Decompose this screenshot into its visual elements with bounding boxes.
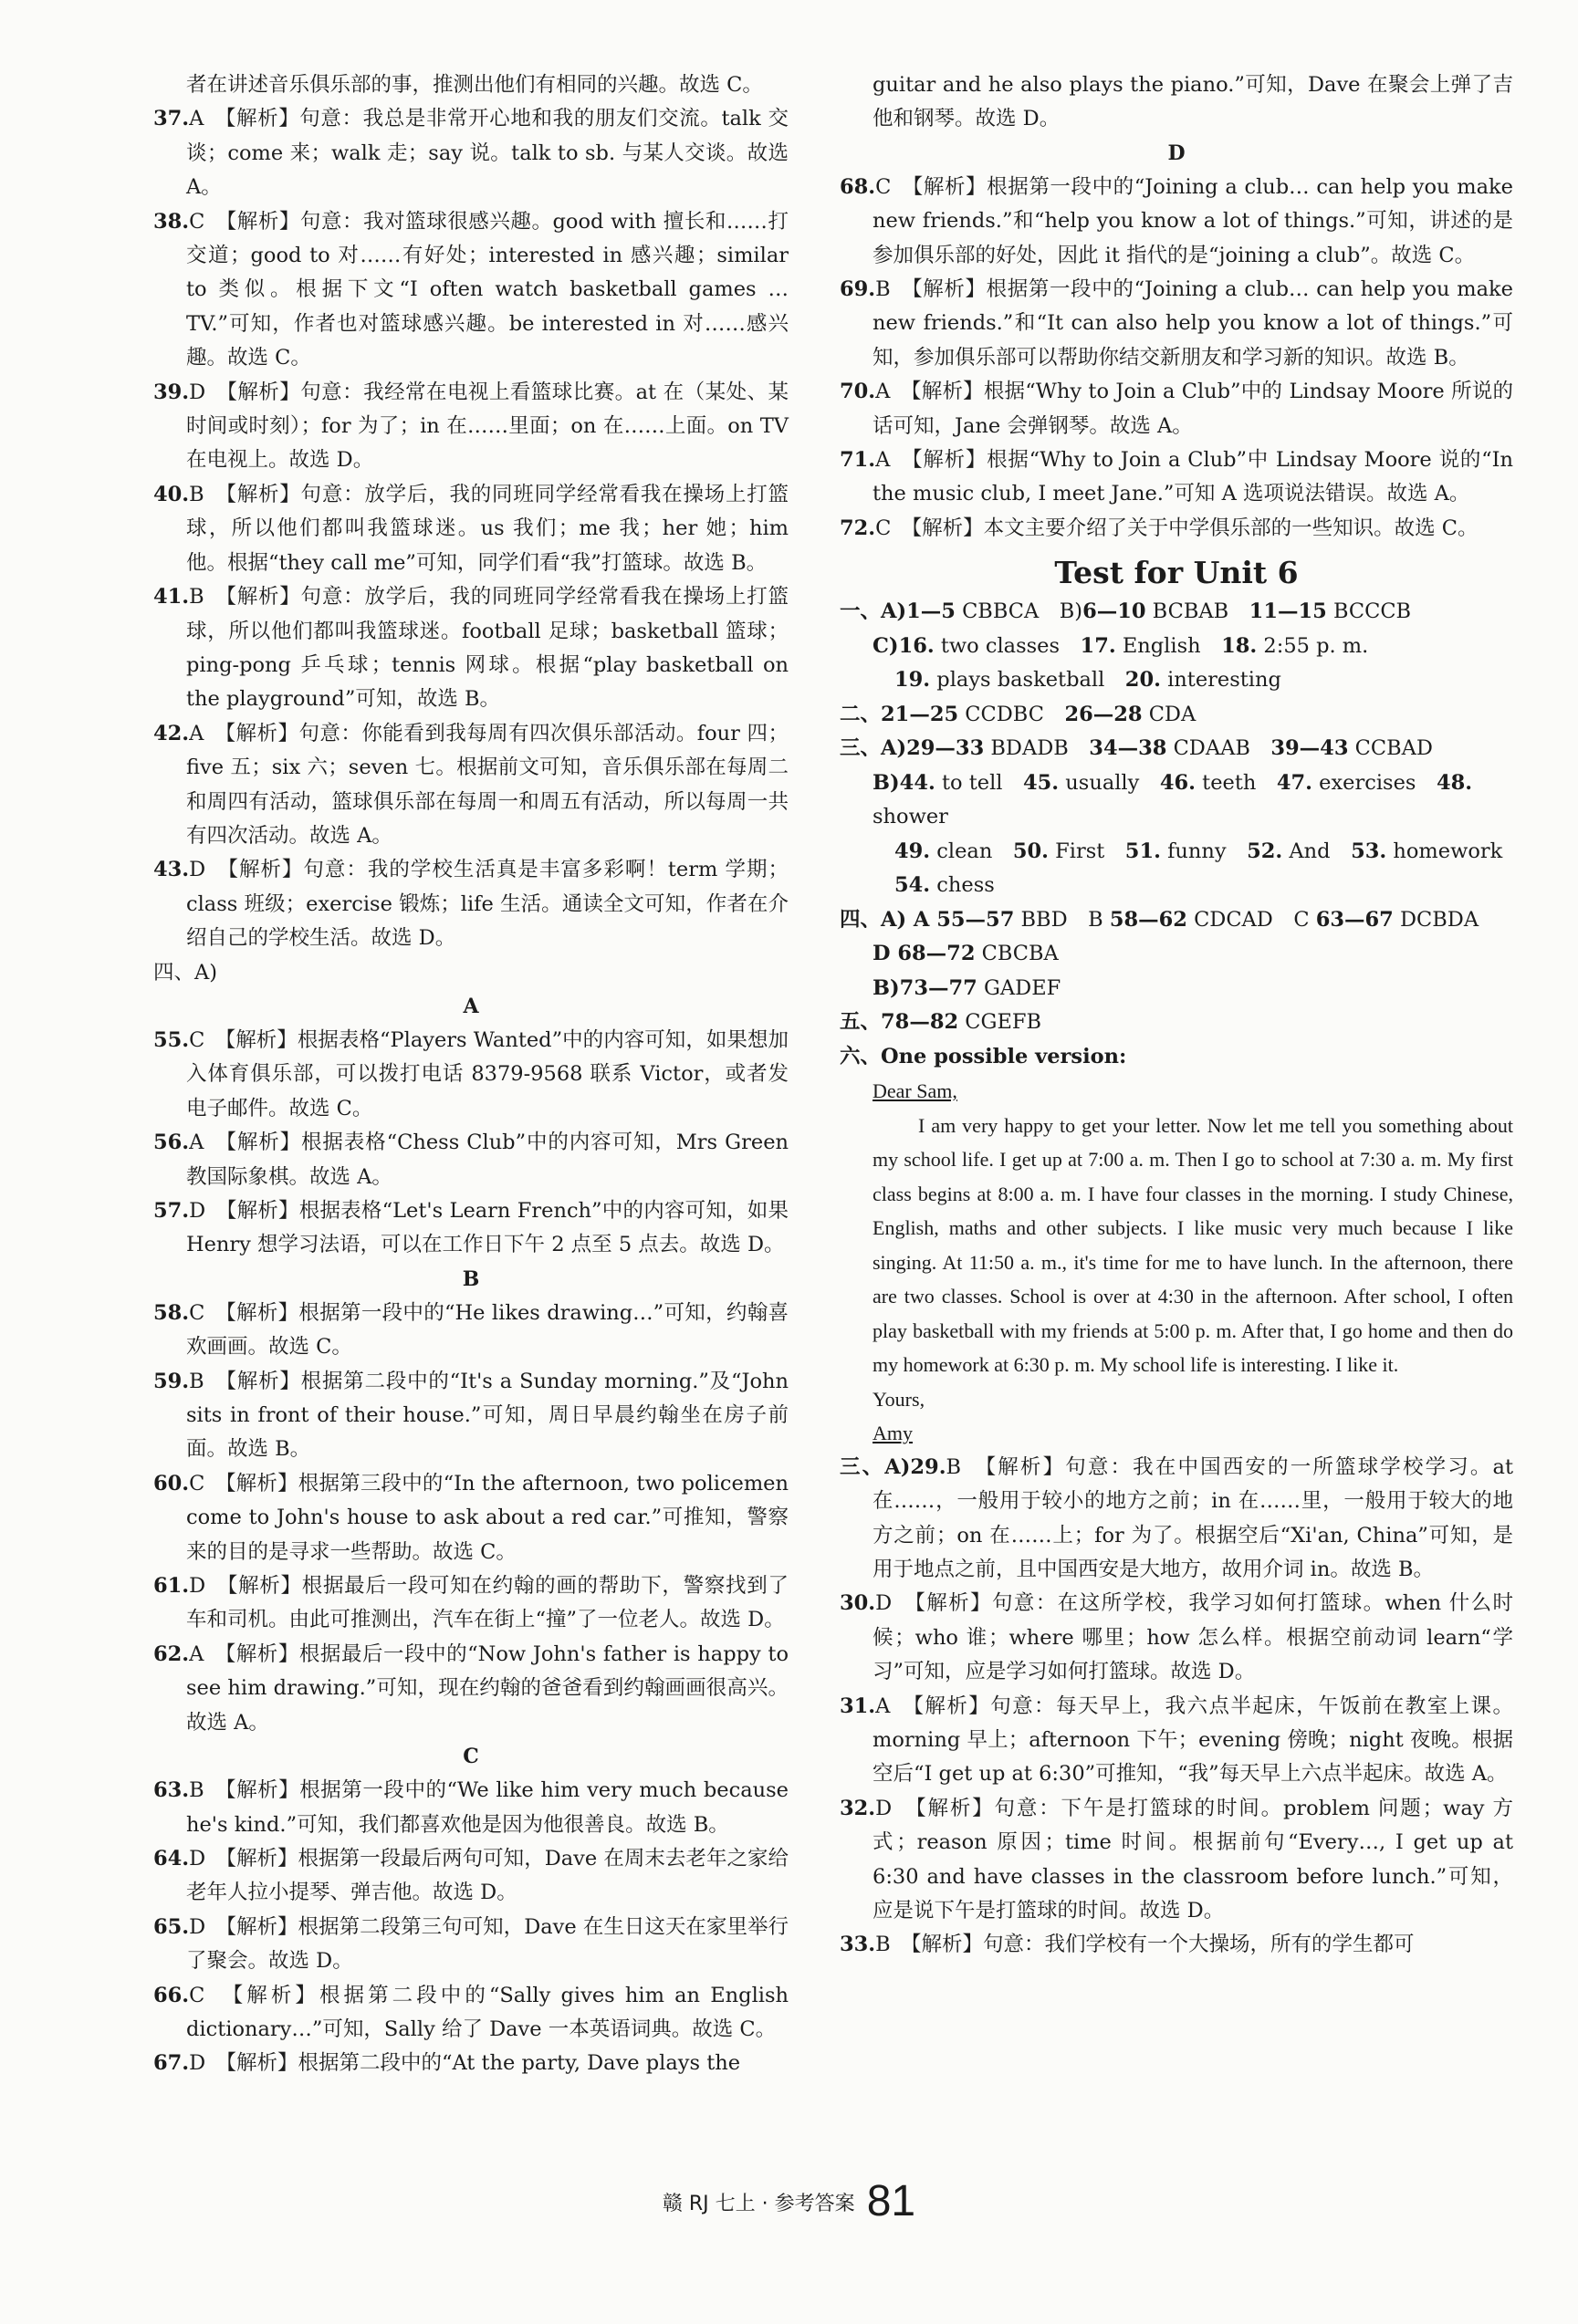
item-text: D 【解析】句意：我的学校生活真是丰富多彩啊！term 学期；class 班级；exercise 锻炼；life 生活。通读全文可知，作者在介绍自己的学校生活。故选 D。 (186, 858, 789, 951)
answer-item (153, 2047, 789, 2080)
right-bottom-block (840, 1451, 1513, 1963)
answer-item (153, 1467, 789, 1569)
answer-values: funny (1160, 839, 1248, 863)
item-text: C 【解析】根据第三段中的“In the afternoon, two policemen come to John's house to ask about a red car.”可推知，警察来的目的是寻求一些帮助。故选 C。 (186, 1471, 789, 1564)
item-text: A 【解析】根据“Why to Join a Club”中的 Lindsay Moore 所说的话可知，Jane 会弹钢琴。故选 A。 (873, 380, 1513, 438)
answer-range: 四、A) A (840, 907, 937, 932)
item-text: D 【解析】根据最后一段可知在约翰的画的帮助下，警察找到了车和司机。由此可推测出，汽车在街上“撞”了一位老人。故选 D。 (186, 1574, 789, 1632)
item-text: D 【解析】根据第二段第三句可知，Dave 在生日这天在家里举行了聚会。故选 D。 (186, 1914, 789, 1974)
answer-item (153, 478, 789, 580)
left-column (153, 68, 789, 2081)
item-number: 65. (153, 1914, 190, 1939)
item-number: 31. (840, 1693, 876, 1718)
answer-range: 54. (894, 873, 931, 898)
answer-item (840, 1451, 1513, 1588)
item-number: 62. (153, 1641, 190, 1666)
answer-item (153, 1365, 789, 1467)
item-text: D 【解析】根据第一段最后两句可知，Dave 在周末去老年之家给老年人拉小提琴、弹吉他。故选 D。 (186, 1846, 789, 1905)
answer-values: exercises (1312, 770, 1437, 795)
answer-values: plays basketball (930, 668, 1125, 693)
letter-closing: Yours, (873, 1387, 925, 1411)
answer-item (153, 580, 789, 717)
item-number: 57. (153, 1199, 190, 1223)
answer-key-row (840, 766, 1513, 835)
answer-key-row (840, 869, 1513, 903)
answer-range: 63—67 (1315, 907, 1394, 932)
answer-item (153, 1194, 789, 1263)
answer-values: homework (1386, 839, 1503, 863)
answer-key-row (840, 972, 1513, 1006)
item-number: 60. (153, 1471, 190, 1495)
answer-range: 34—38 (1089, 736, 1167, 761)
answer-item (840, 1928, 1513, 1962)
item-text: B 【解析】根据第一段中的“Joining a club… can help you make new friends.”和“It can also help you know a lot of things.”可知，参加俱乐部可以帮助你结交新朋友和学习新的知识。故选 B。 (873, 277, 1513, 370)
answer-item (153, 376, 789, 478)
item-text: A 【解析】根据“Why to Join a Club”中 Lindsay Moore 说的“In the music club, I meet Jane.”可知 A 选项说法错误。故选 A。 (873, 448, 1513, 506)
answer-key-row (840, 663, 1513, 698)
answer-values: teeth (1196, 770, 1277, 795)
unit-title: Test for Unit 6 (1054, 555, 1299, 591)
answer-values: shower (873, 805, 948, 829)
answer-values: chess (930, 873, 995, 898)
sample-letter (840, 1074, 1513, 1451)
item-number: 69. (840, 277, 876, 302)
letter-signature: Amy (873, 1422, 913, 1445)
answer-key-row (840, 595, 1513, 630)
item-text: B 【解析】句意：放学后，我的同班同学经常看我在操场上打篮球，所以他们都叫我篮球迷。us 我们；me 我；her 她；him 他。根据“they call me”可知，同学们看“我”打篮球。故选 B。 (186, 482, 789, 575)
section-letter: A (463, 994, 479, 1018)
item-number: 63. (153, 1778, 190, 1803)
answer-range: 二、 (840, 702, 882, 726)
answer-range: 26—28 (1064, 702, 1143, 726)
answer-values: clean (930, 839, 1013, 863)
answer-item (153, 1569, 789, 1638)
answer-range: 21—25 (881, 702, 959, 726)
answer-item (153, 717, 789, 854)
answer-values: two classes (934, 633, 1081, 658)
page-footer (0, 2176, 1578, 2226)
item-number: 三、A)29. (840, 1454, 946, 1479)
item-text: C 【解析】根据第一段中的“He likes drawing…”可知，约翰喜欢画画。故选 C。 (186, 1300, 789, 1360)
answer-range: 六、One possible version: (840, 1044, 1127, 1068)
answer-item (153, 1774, 789, 1842)
answer-range: 46. (1159, 770, 1196, 795)
answer-range: 19. (894, 668, 931, 693)
item-text: C 【解析】根据表格“Players Wanted”中的内容可知，如果想加入体育俱乐部，可以拨打电话 8379-9568 联系 Victor，或者发电子邮件。故选 C。 (186, 1027, 789, 1120)
answer-values: CCDBC (958, 702, 1065, 726)
item-number: 41. (153, 585, 190, 610)
item-number: 71. (840, 448, 876, 473)
item-text: D 【解析】句意：下午是打篮球的时间。problem 问题；way 方式；reason 原因；time 时间。根据前句“Every…, I get up at 6:30 and have classes in the classroom before lunch.”可知，应是说下午是打篮球的时间。故选 D。 (873, 1796, 1513, 1923)
answer-range: B) (873, 770, 900, 795)
answer-range: 6—10 (1082, 599, 1146, 624)
section-letter: D (1167, 141, 1186, 165)
item-number: 66. (153, 1983, 190, 2007)
answer-range: C) (873, 633, 899, 658)
answer-values: usually (1059, 770, 1160, 795)
answer-range: 58—62 (1109, 907, 1187, 932)
answer-values: CBBCA B) (955, 599, 1083, 624)
answer-range: 1—5 (906, 599, 956, 624)
answer-key-row (840, 1040, 1513, 1075)
answer-range: 53. (1351, 839, 1387, 863)
answer-range: 16. (898, 633, 935, 658)
item-number: 61. (153, 1574, 190, 1599)
item-number: 38. (153, 209, 190, 234)
answer-range: 45. (1022, 770, 1060, 795)
answer-range: 39—43 (1270, 736, 1349, 761)
answer-item (153, 205, 789, 376)
item-number: 39. (153, 380, 190, 404)
answer-key (840, 595, 1513, 1074)
answer-item (153, 1911, 789, 1979)
answer-item (153, 1979, 789, 2048)
answer-range: 68—72 (897, 942, 976, 966)
item-text: D 【解析】句意：在这所学校，我学习如何打篮球。when 什么时候；who 谁；where 哪里；how 怎么样。根据空前动词 learn“学习”可知，应是学习如何打篮球。故选 D。 (873, 1591, 1513, 1684)
answer-values: interesting (1160, 668, 1281, 693)
answer-item (153, 1842, 789, 1911)
item-number: 70. (840, 380, 876, 404)
answer-item (840, 1690, 1513, 1792)
continued-text: 者在讲述音乐俱乐部的事，推测出他们有相同的兴趣。故选 C。 (186, 73, 763, 97)
item-text: A 【解析】句意：每天早上，我六点半起床，午饭前在教室上课。morning 早上；afternoon 下午；evening 傍晚；night 夜晚。根据空后“I get up at 6:30”可推知，“我”每天早上六点半起床。故选 A。 (873, 1693, 1513, 1787)
answer-range: 一、A) (840, 599, 907, 624)
item-number: 72. (840, 516, 876, 540)
footer-label: 赣 RJ 七上 · 参考答案 (662, 2193, 855, 2215)
answer-item (153, 1638, 789, 1740)
answer-values: 2:55 p. m. (1257, 633, 1369, 658)
answer-range: 18. (1221, 633, 1258, 658)
answer-values: BBD B (1014, 907, 1110, 932)
answer-item (840, 1792, 1513, 1929)
answer-key-row (840, 630, 1513, 664)
answer-item (153, 102, 789, 204)
answer-range: 20. (1124, 668, 1161, 693)
item-text: D 【解析】句意：我经常在电视上看篮球比赛。at 在（某处、某时间或时刻）；for 为了；in 在……里面；on 在……上面。on TV 在电视上。故选 D。 (186, 380, 789, 473)
section-letter: B (462, 1266, 480, 1291)
item-number: 56. (153, 1131, 190, 1155)
answer-range: 48. (1436, 770, 1473, 795)
item-text: C 【解析】句意：我对篮球很感兴趣。good with 擅长和……打交道；good to 对……有好处；interested in 感兴趣；similar to 类似。根据下文“I often watch basketball games … TV.”可知，作者也对篮球感兴趣。be interested in 对……感兴趣。故选 C。 (186, 209, 789, 370)
answer-item (840, 375, 1513, 443)
answer-range: 51. (1124, 839, 1161, 863)
answer-values: BDADB (984, 736, 1090, 761)
item-number: 42. (153, 721, 190, 745)
answer-item (840, 512, 1513, 546)
answer-values: CBCBA (975, 942, 1059, 966)
item-text: B 【解析】句意：我们学校有一个大操场，所有的学生都可 (875, 1933, 1415, 1957)
answer-range: 11—15 (1249, 599, 1327, 624)
answer-values: DCBDA (1393, 907, 1479, 932)
answer-item (153, 1297, 789, 1365)
answer-range: 47. (1276, 770, 1313, 795)
answer-range: 50. (1012, 839, 1049, 863)
letter-signature-row (873, 1416, 1513, 1451)
item-text: A 【解析】根据最后一段中的“Now John's father is happy to see him drawing.”可知，现在约翰的爸爸看到约翰画画很高兴。故选 A。 (186, 1641, 789, 1735)
item-text: A 【解析】根据表格“Chess Club”中的内容可知，Mrs Green 教国际象棋。故选 A。 (186, 1131, 789, 1189)
letter-greeting: Dear Sam, (873, 1079, 957, 1103)
answer-item (840, 443, 1513, 512)
answer-values: CDCAD C (1186, 907, 1316, 932)
item-text: B 【解析】根据第一段中的“We like him very much because he's kind.”可知，我们都喜欢他是因为他很善良。故选 B。 (186, 1778, 789, 1837)
answer-values: to tell (935, 770, 1023, 795)
answer-key-row (840, 1006, 1513, 1040)
answer-values: CDA (1142, 702, 1197, 726)
item-number: 37. (153, 107, 190, 131)
answer-range: 73—77 (899, 975, 977, 1000)
answer-values: First (1048, 839, 1125, 863)
answer-key-row (840, 698, 1513, 733)
item-number: 33. (840, 1933, 876, 1957)
answer-range: 49. (894, 839, 931, 863)
item-number: 32. (840, 1796, 876, 1820)
item-number: 43. (153, 858, 190, 882)
answer-range: 55—57 (936, 907, 1015, 932)
answer-values: BCBAB (1145, 599, 1249, 624)
answer-key-row (840, 937, 1513, 972)
answer-values: And (1282, 839, 1352, 863)
answer-range: B) (873, 975, 900, 1000)
item-text: C 【解析】根据第一段中的“Joining a club… can help you make new friends.”和“help you know a lot of things.”可知，讲述的是参加俱乐部的好处，因此 it 指代的是“joining a club”。故选 C。 (873, 174, 1513, 267)
answer-values: GADEF (977, 975, 1061, 1000)
item-number: 55. (153, 1027, 190, 1052)
answer-values: CCBAD (1348, 736, 1433, 761)
answer-range: 78—82 (881, 1010, 959, 1035)
answer-range: 三、A) (840, 736, 907, 761)
answer-item (840, 171, 1513, 273)
answer-key-row (840, 732, 1513, 766)
answer-item (153, 853, 789, 955)
answer-range: D (873, 942, 898, 966)
answer-key-row (840, 835, 1513, 870)
item-number: 40. (153, 482, 190, 506)
section-letter: C (463, 1745, 479, 1769)
answer-range: 五、 (840, 1010, 882, 1035)
item-text: A 【解析】句意：你能看到我每周有四次俱乐部活动。four 四；five 五；six 六；seven 七。根据前文可知，音乐俱乐部在每周二和周四有活动，篮球俱乐部在每周一和周五有活动，所以每周一共有四次活动。故选 A。 (186, 721, 789, 848)
answer-item (840, 1587, 1513, 1689)
item-text: D 【解析】根据第二段中的“At the party, Dave plays the (189, 2051, 741, 2076)
item-text: B 【解析】句意：放学后，我的同班同学经常看我在操场上打篮球，所以他们都叫我篮球迷。football 足球；basketball 篮球；ping-pong 乒乓球；tennis 网球。根据“play basketball on the playground”可知，故选 B。 (186, 585, 789, 712)
item-number: 68. (840, 174, 876, 199)
right-column (840, 68, 1513, 1963)
item-number: 30. (840, 1591, 876, 1616)
answer-range: 52. (1247, 839, 1283, 863)
item-number: 64. (153, 1846, 190, 1871)
item-text: C 【解析】本文主要介绍了关于中学俱乐部的一些知识。故选 C。 (875, 516, 1479, 540)
answer-values: English (1115, 633, 1222, 658)
item-number: 59. (153, 1369, 190, 1393)
item-text: B 【解析】句意：我在中国西安的一所篮球学校学习。at 在……，一般用于较小的地方之前；in 在……里，一般用于较大的地方之前；on 在……上；for 为了。根据空后“Xi'an, China”可知，是用于地点之前，且中国西安是大地方，故用介词 in。故选 B。 (873, 1454, 1513, 1581)
answer-item (153, 1024, 789, 1126)
item-text: D 【解析】根据表格“Let's Learn French”中的内容可知，如果 Henry 想学习法语，可以在工作日下午 2 点至 5 点去。故选 D。 (186, 1199, 789, 1257)
letter-body: I am very happy to get your letter. Now let me tell you something about my school life. I get up at 7:00 a. m. Then I go to school at 7:30 a. m. My first class begins at 8:00 a. m. I have four classes in the morning. I study Chinese, English, maths and other subjects. I like music very much because I like singing. At 11:50 a. m., it's time for me to have lunch. In the afternoon, there are two classes. School is over at 4:30 in the afternoon. After school, I often play basketball with my friends at 5:00 p. m. After that, I go home and then do my homework at 6:30 p. m. My school life is interesting. I like it. (873, 1113, 1513, 1377)
right-top-block (840, 68, 1513, 546)
answer-key-row (840, 903, 1513, 938)
answer-item (840, 273, 1513, 375)
item-number: 58. (153, 1300, 190, 1325)
answer-values: CGEFB (958, 1010, 1042, 1035)
item-text: A 【解析】句意：我总是非常开心地和我的朋友们交流。talk 交谈；come 来；walk 走；say 说。talk to sb. 与某人交谈。故选 A。 (186, 107, 789, 200)
page-number: 81 (866, 2177, 916, 2225)
answer-values: CDAAB (1166, 736, 1271, 761)
item-text: B 【解析】根据第二段中的“It's a Sunday morning.”及“John sits in front of their house.”可知，周日早晨约翰坐在房子前面。故选 B。 (186, 1369, 789, 1462)
answer-range: 29—33 (906, 736, 985, 761)
answer-range: 44. (899, 770, 935, 795)
continued-text: guitar and he also plays the piano.”可知，Dave 在聚会上弹了吉他和钢琴。故选 D。 (873, 73, 1513, 131)
section-heading: 四、A) (153, 960, 218, 985)
answer-values: BCCCB (1326, 599, 1412, 624)
answer-range: 17. (1080, 633, 1116, 658)
answer-item (153, 1126, 789, 1194)
item-text: C 【解析】根据第二段中的“Sally gives him an English dictionary…”可知，Sally 给了 Dave 一本英语词典。故选 C。 (186, 1983, 789, 2041)
item-number: 67. (153, 2051, 190, 2076)
